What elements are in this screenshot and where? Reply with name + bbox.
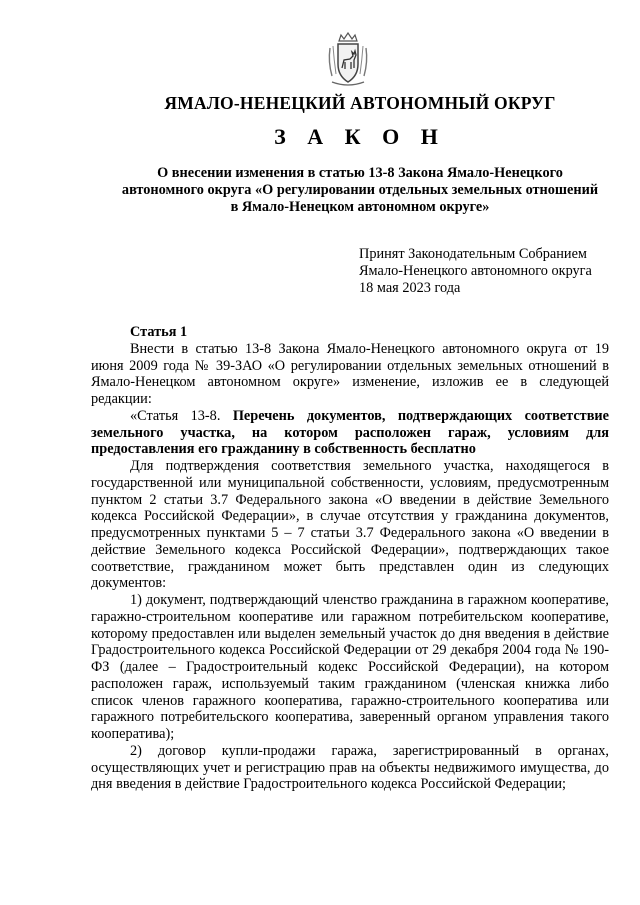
adoption-line: Принят Законодательным Собранием xyxy=(359,246,587,262)
quote-prefix: «Статья 13-8. xyxy=(130,407,233,424)
adoption-note xyxy=(359,246,592,297)
law-body xyxy=(91,324,609,793)
quote-title: Перечень документов, подтверждающих соответствие земельного участка, на котором расположен гараж, условиям для предоставления его гражданину в собственность бесплатно xyxy=(91,407,610,458)
paragraph: Для подтверждения соответствия земельного участка, находящегося в государственной или муниципальной собственности, условиям, предусмотренным пунктом 2 статьи 3.7 Федерального закона «О введении в действие Земельного кодекса Российской Федерации», в случае отсутствия у гражданина документов, предусмотренных пунктами 5 – 7 статьи 3.7 Федерального закона «О введении в действие Земельного кодекса Российской Федерации», подтверждающих такое соответствие, гражданином может быть представлен один из следующих документов: xyxy=(91,458,609,592)
coat-of-arms-icon xyxy=(326,32,370,88)
law-title-line: в Ямало-Ненецком автономном округе» xyxy=(230,199,490,215)
article-intro: Внести в статью 13-8 Закона Ямало-Ненецкого автономного округа от 19 июня 2009 года № 39-ЗАО «О регулировании отдельных земельных отношений в Ямало-Ненецком автономном округе» изменение, изложив ее в следующей редакции: xyxy=(91,340,609,407)
document-type: З А К О Н xyxy=(274,124,446,149)
adoption-line: Ямало-Ненецкого автономного округа xyxy=(359,263,592,279)
adoption-date: 18 мая 2023 года xyxy=(359,280,461,296)
article-heading: Статья 1 xyxy=(130,324,188,340)
law-title-line: автономного округа «О регулировании отдельных земельных отношений xyxy=(121,182,599,198)
law-title xyxy=(80,165,640,216)
list-item: 2) договор купли-продажи гаража, зарегистрированный в органах, осуществляющих учет и регистрацию прав на объекты недвижимого имущества, до дня введения в действие Градостроительного кодекса Российской Федерации; xyxy=(91,742,609,793)
region-name: ЯМАЛО-НЕНЕЦКИЙ АВТОНОМНЫЙ ОКРУГ xyxy=(164,93,556,113)
article-quote-heading xyxy=(91,408,609,458)
list-item: 1) документ, подтверждающий членство гражданина в гаражном кооперативе, гаражно-строительном кооперативе или гаражном потребительском кооперативе, которому предоставлен или выделен земельный участок до дня введения в действие Градостроительного кодекса Российской Федерации от 29 декабря 2004 года № 190-ФЗ (далее – Градостроительный кодекс Российской Федерации), на котором расположен гараж, используемый таким гражданином (членская книжка либо список членов гаражного кооператива, гаражно-строительного кооператива или гаражного потребительского кооператива, заверенный органом управления такого кооператива); xyxy=(91,592,609,742)
law-title-line: О внесении изменения в статью 13-8 Закона Ямало-Ненецкого xyxy=(157,165,563,181)
